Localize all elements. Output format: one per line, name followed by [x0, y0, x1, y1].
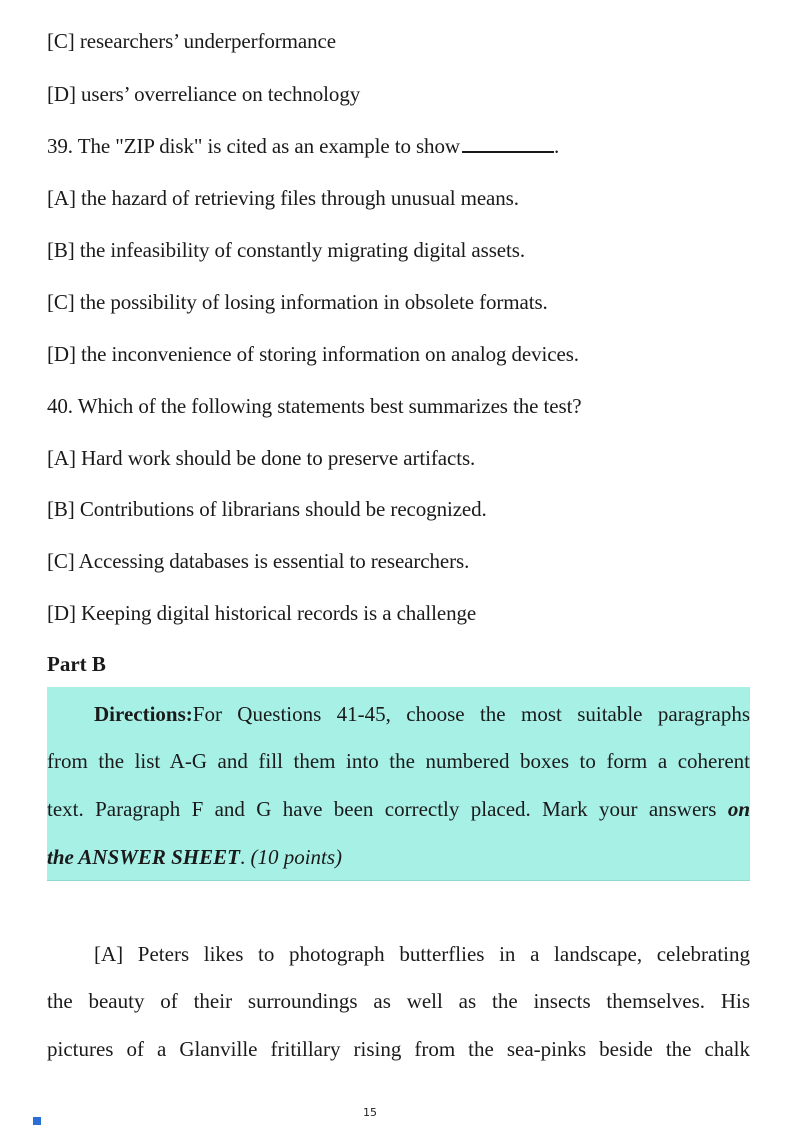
q40-stem: 40. Which of the following statements best summarizes the test?	[47, 394, 582, 418]
directions-text-3: text. Paragraph F and G have been correctly placed. Mark your answers	[47, 797, 717, 821]
q40-option-b: [B] Contributions of librarians should be recognized.	[47, 497, 487, 521]
paragraph-a-line-1: [A] Peters likes to photograph butterflies in a landscape, celebrating	[94, 942, 750, 966]
directions-line-2: from the list A-G and fill them into the numbered boxes to form a coherent	[47, 749, 750, 773]
q38-option-d: [D] users’ overreliance on technology	[47, 82, 361, 106]
paragraph-a-line-3: pictures of a Glanville fritillary rising from the sea-pinks beside the chalk	[47, 1037, 750, 1061]
directions-emphasis-on: on	[727, 797, 751, 821]
q40-option-d: [D] Keeping digital historical records is a challenge	[47, 601, 477, 625]
q38-option-c: [C] researchers’ underperformance	[47, 29, 336, 53]
q40-option-c: [C] Accessing databases is essential to researchers.	[47, 549, 470, 573]
directions-line-1	[47, 700, 750, 728]
q39-option-b: [B] the infeasibility of constantly migrating digital assets.	[47, 238, 525, 262]
q39-option-d: [D] the inconvenience of storing information on analog devices.	[47, 342, 579, 366]
directions-label: Directions:	[94, 702, 193, 726]
directions-line-3	[47, 795, 750, 823]
directions-points: (10 points)	[250, 845, 343, 869]
part-b-title: Part B	[47, 652, 106, 676]
corner-marker	[33, 1117, 41, 1125]
paragraph-a-line-2: the beauty of their surroundings as well as the insects themselves. His	[47, 989, 750, 1013]
q39-stem-end: .	[553, 134, 560, 158]
directions-emphasis-answer-sheet: the ANSWER SHEET	[47, 845, 240, 869]
q39-option-c: [C] the possibility of losing information in obsolete formats.	[47, 290, 548, 314]
directions-line-4	[47, 843, 750, 871]
directions-text-4: .	[239, 845, 246, 869]
q40-option-a: [A] Hard work should be done to preserve artifacts.	[47, 446, 476, 470]
directions-box	[47, 687, 750, 881]
page-number: 15	[363, 1106, 377, 1119]
q39-stem-text: 39. The "ZIP disk" is cited as an example to show	[47, 134, 460, 158]
directions-text-1: For Questions 41-45, choose the most suitable paragraphs	[192, 702, 750, 726]
answer-blank	[462, 133, 554, 153]
q39-option-a: [A] the hazard of retrieving files through unusual means.	[47, 186, 519, 210]
q39-stem	[47, 132, 559, 160]
